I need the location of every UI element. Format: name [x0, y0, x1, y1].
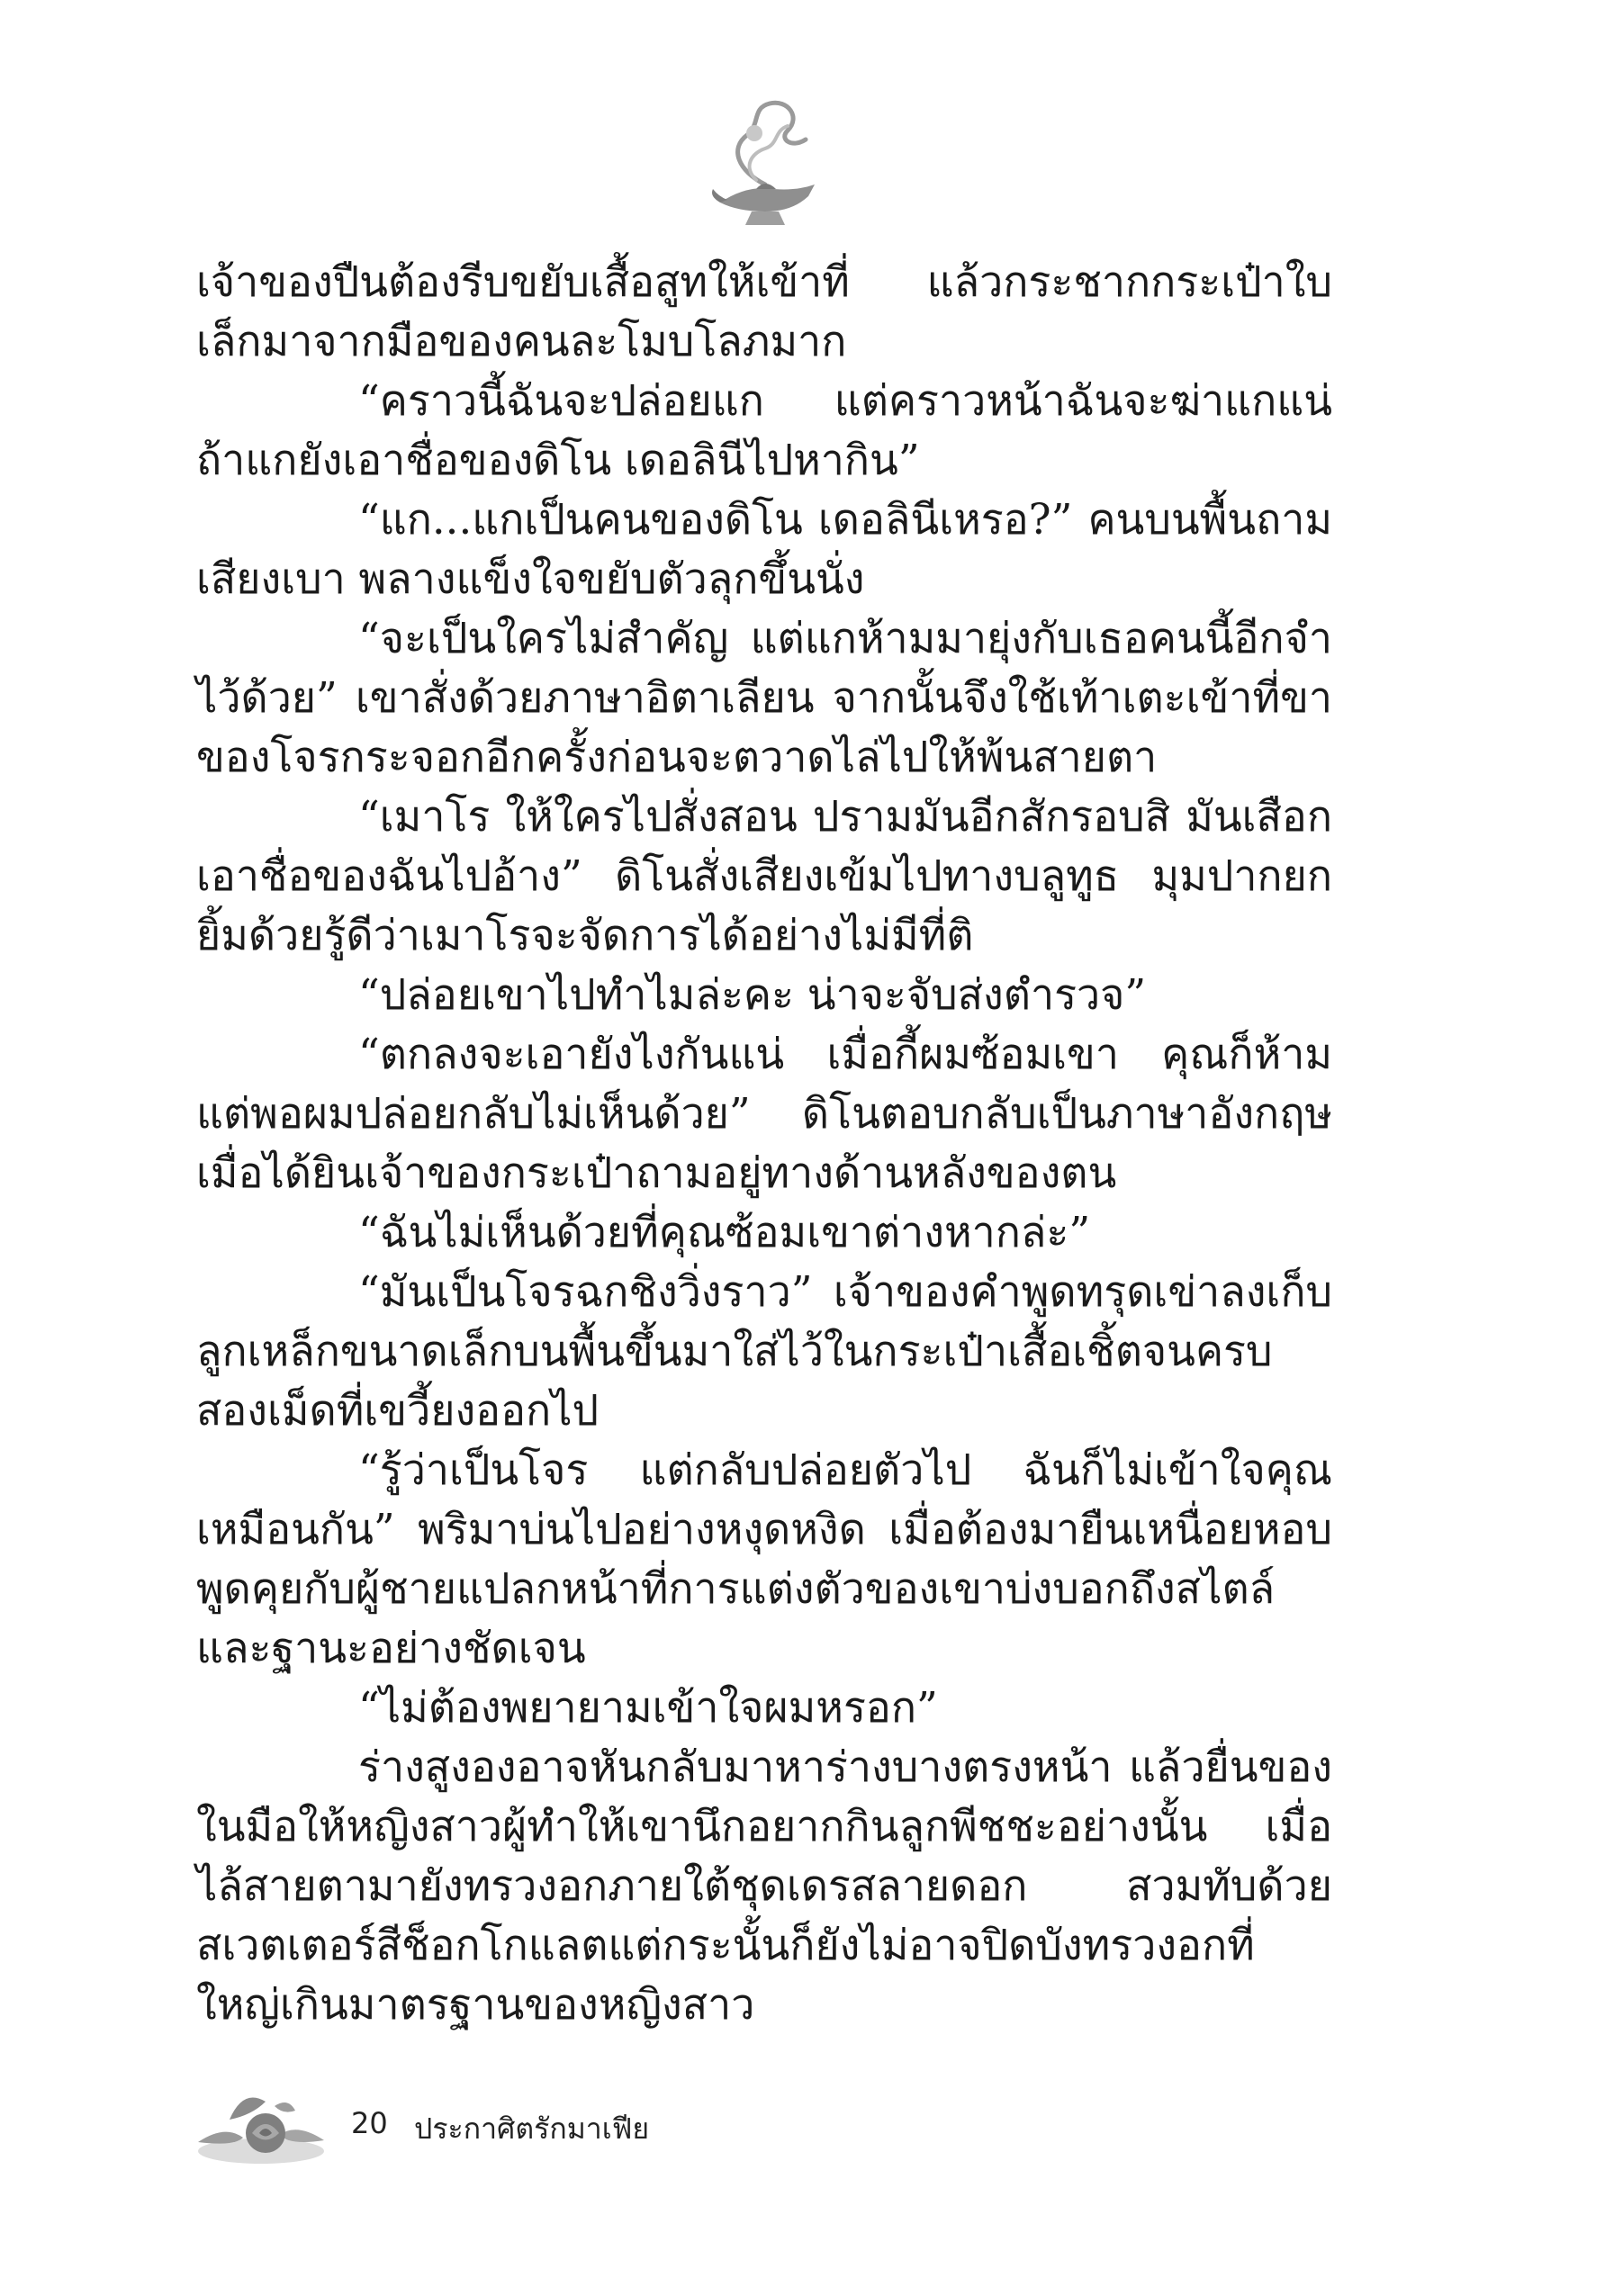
paragraph: “ปล่อยเขาไปทำไมล่ะคะ น่าจะจับส่งตำรวจ”: [358, 970, 1147, 1019]
body-text: [196, 252, 1332, 2034]
paragraph: “แก...แกเป็นคนของดิโน เดอลินีเหรอ?” คนบนพื้นถามเสียงเบา พลางแข็งใจขยับตัวลุกขึ้นนั่ง: [196, 495, 1332, 603]
paragraph: “ตกลงจะเอายังไงกันแน่ เมื่อกี้ผมซ้อมเขา คุณก็ห้าม แต่พอผมปล่อยกลับไม่เห็นด้วย” ดิโนตอบกลับเป็นภาษาอังกฤษเมื่อได้ยินเจ้าของกระเป๋าถามอยู่ทางด้านหลังของตน: [196, 1030, 1332, 1197]
paragraph: ร่างสูงองอาจหันกลับมาหาร่างบางตรงหน้า แล้วยื่นของในมือให้หญิงสาวผู้ทำให้เขานึกอยากกินลูกพีชชะอย่างนั้น เมื่อไล้สายตามายังทรวงอกภายใต้ชุดเดรสลายดอก สวมทับด้วยสเวตเตอร์สีช็อกโกแลตแต่กระนั้นก็ยังไม่อาจปิดบังทรวงอกที่ใหญ่เกินมาตรฐานของหญิงสาว: [196, 1742, 1332, 2029]
rose-ornament-icon: [189, 2070, 333, 2169]
paragraph: “มันเป็นโจรฉกชิงวิ่งราว” เจ้าของคำพูดทรุดเข่าลงเก็บลูกเหล็กขนาดเล็กบนพื้นขึ้นมาใส่ไว้ในกระเป๋าเสื้อเชิ้ตจนครบสองเม็ดที่เขวี้ยงออกไป: [196, 1267, 1332, 1435]
page-footer: [189, 2070, 729, 2169]
paragraph: “คราวนี้ฉันจะปล่อยแก แต่คราวหน้าฉันจะฆ่าแกแน่ ถ้าแกยังเอาชื่อของดิโน เดอลินีไปหากิน”: [196, 376, 1332, 484]
paragraph: “ฉันไม่เห็นด้วยที่คุณซ้อมเขาต่างหากล่ะ”: [358, 1208, 1091, 1256]
paragraph: “ไม่ต้องพยายามเข้าใจผมหรอก”: [358, 1683, 938, 1732]
paragraph: “เมาโร ให้ใครไปสั่งสอน ปรามมันอีกสักรอบสิ มันเสือกเอาชื่อของฉันไปอ้าง” ดิโนสั่งเสียงเข้มไปทางบลูทูธ มุมปากยกยิ้มด้วยรู้ดีว่าเมาโรจะจัดการได้อย่างไม่มีที่ติ: [196, 792, 1332, 959]
paragraph: เจ้าของปืนต้องรีบขยับเสื้อสูทให้เข้าที่ แล้วกระชากกระเป๋าใบเล็กมาจากมือของคนละโมบโลภมาก: [196, 257, 1332, 365]
paragraph: “รู้ว่าเป็นโจร แต่กลับปล่อยตัวไป ฉันก็ไม่เข้าใจคุณเหมือนกัน” พริมาบ่นไปอย่างหงุดหงิด เมื่อต้องมายืนเหนื่อยหอบพูดคุยกับผู้ชายแปลกหน้าที่การแต่งตัวของเขาบ่งบอกถึงสไตล์และฐานะอย่างชัดเจน: [196, 1445, 1332, 1672]
book-title: ประกาศิตรักมาเฟีย: [414, 2111, 650, 2146]
magic-lamp-icon: [702, 99, 828, 234]
page-number: 20: [351, 2106, 388, 2140]
paragraph: “จะเป็นใครไม่สำคัญ แต่แกห้ามมายุ่งกับเธอคนนี้อีกจำไว้ด้วย” เขาสั่งด้วยภาษาอิตาเลียน จากนั้นจึงใช้เท้าเตะเข้าที่ขาของโจรกระจอกอีกครั้งก่อนจะตวาดไล่ไปให้พ้นสายตา: [196, 614, 1332, 781]
